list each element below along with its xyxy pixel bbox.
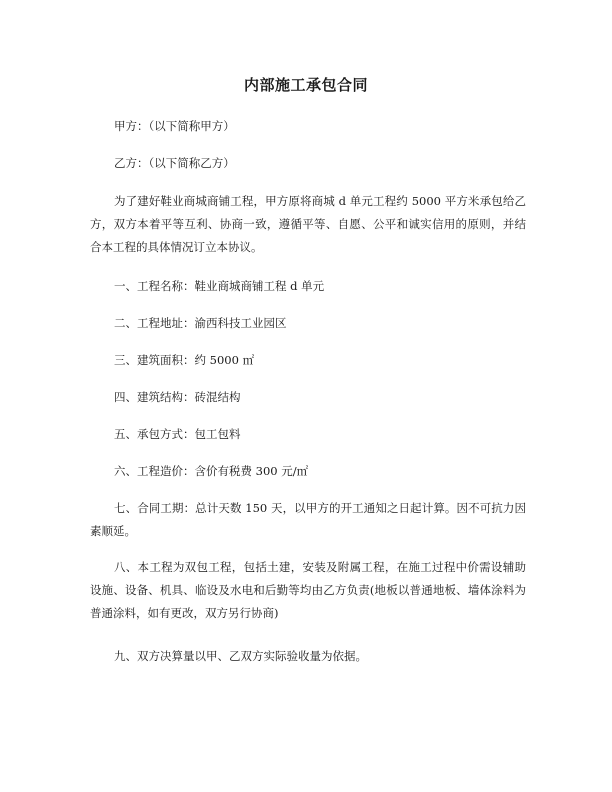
clause-3: 三、建筑面积：约 5000 ㎡: [114, 353, 255, 367]
party-a-line: 甲方：（以下简称甲方）: [114, 119, 235, 133]
clause-5: 五、承包方式：包工包料: [114, 427, 241, 441]
clause-7: 七、合同工期：总计天数 150 天，以甲方的开工通知之日起计算。因不可抗力因素顺延。: [90, 501, 526, 538]
document-title: 内部施工承包合同: [243, 76, 368, 94]
clause-4: 四、建筑结构：砖混结构: [114, 390, 241, 404]
clause-2: 二、工程地址：渝西科技工业园区: [114, 316, 287, 330]
preamble-paragraph: 为了建好鞋业商城商铺工程，甲方原将商城 d 单元工程约 5000 平方米承包给乙方，双方本着平等互利、协商一致，遵循平等、自愿、公平和诚实信用的原则，并结合本工程的具体情况订立本协议。: [90, 194, 526, 254]
clause-6: 六、工程造价：含价有税费 300 元/㎡: [114, 464, 309, 478]
clause-9: 九、双方决算量以甲、乙双方实际验收量为依据。: [114, 649, 367, 663]
clause-1: 一、工程名称：鞋业商城商铺工程 d 单元: [114, 279, 325, 293]
party-b-line: 乙方：（以下简称乙方）: [114, 156, 235, 170]
clause-8: 八、本工程为双包工程，包括土建，安装及附属工程，在施工过程中价需设辅助设施、设备、机具、临设及水电和后勤等均由乙方负责(地板以普通地板、墙体涂料为普通涂料，如有更改，双方另行协商): [90, 560, 526, 620]
